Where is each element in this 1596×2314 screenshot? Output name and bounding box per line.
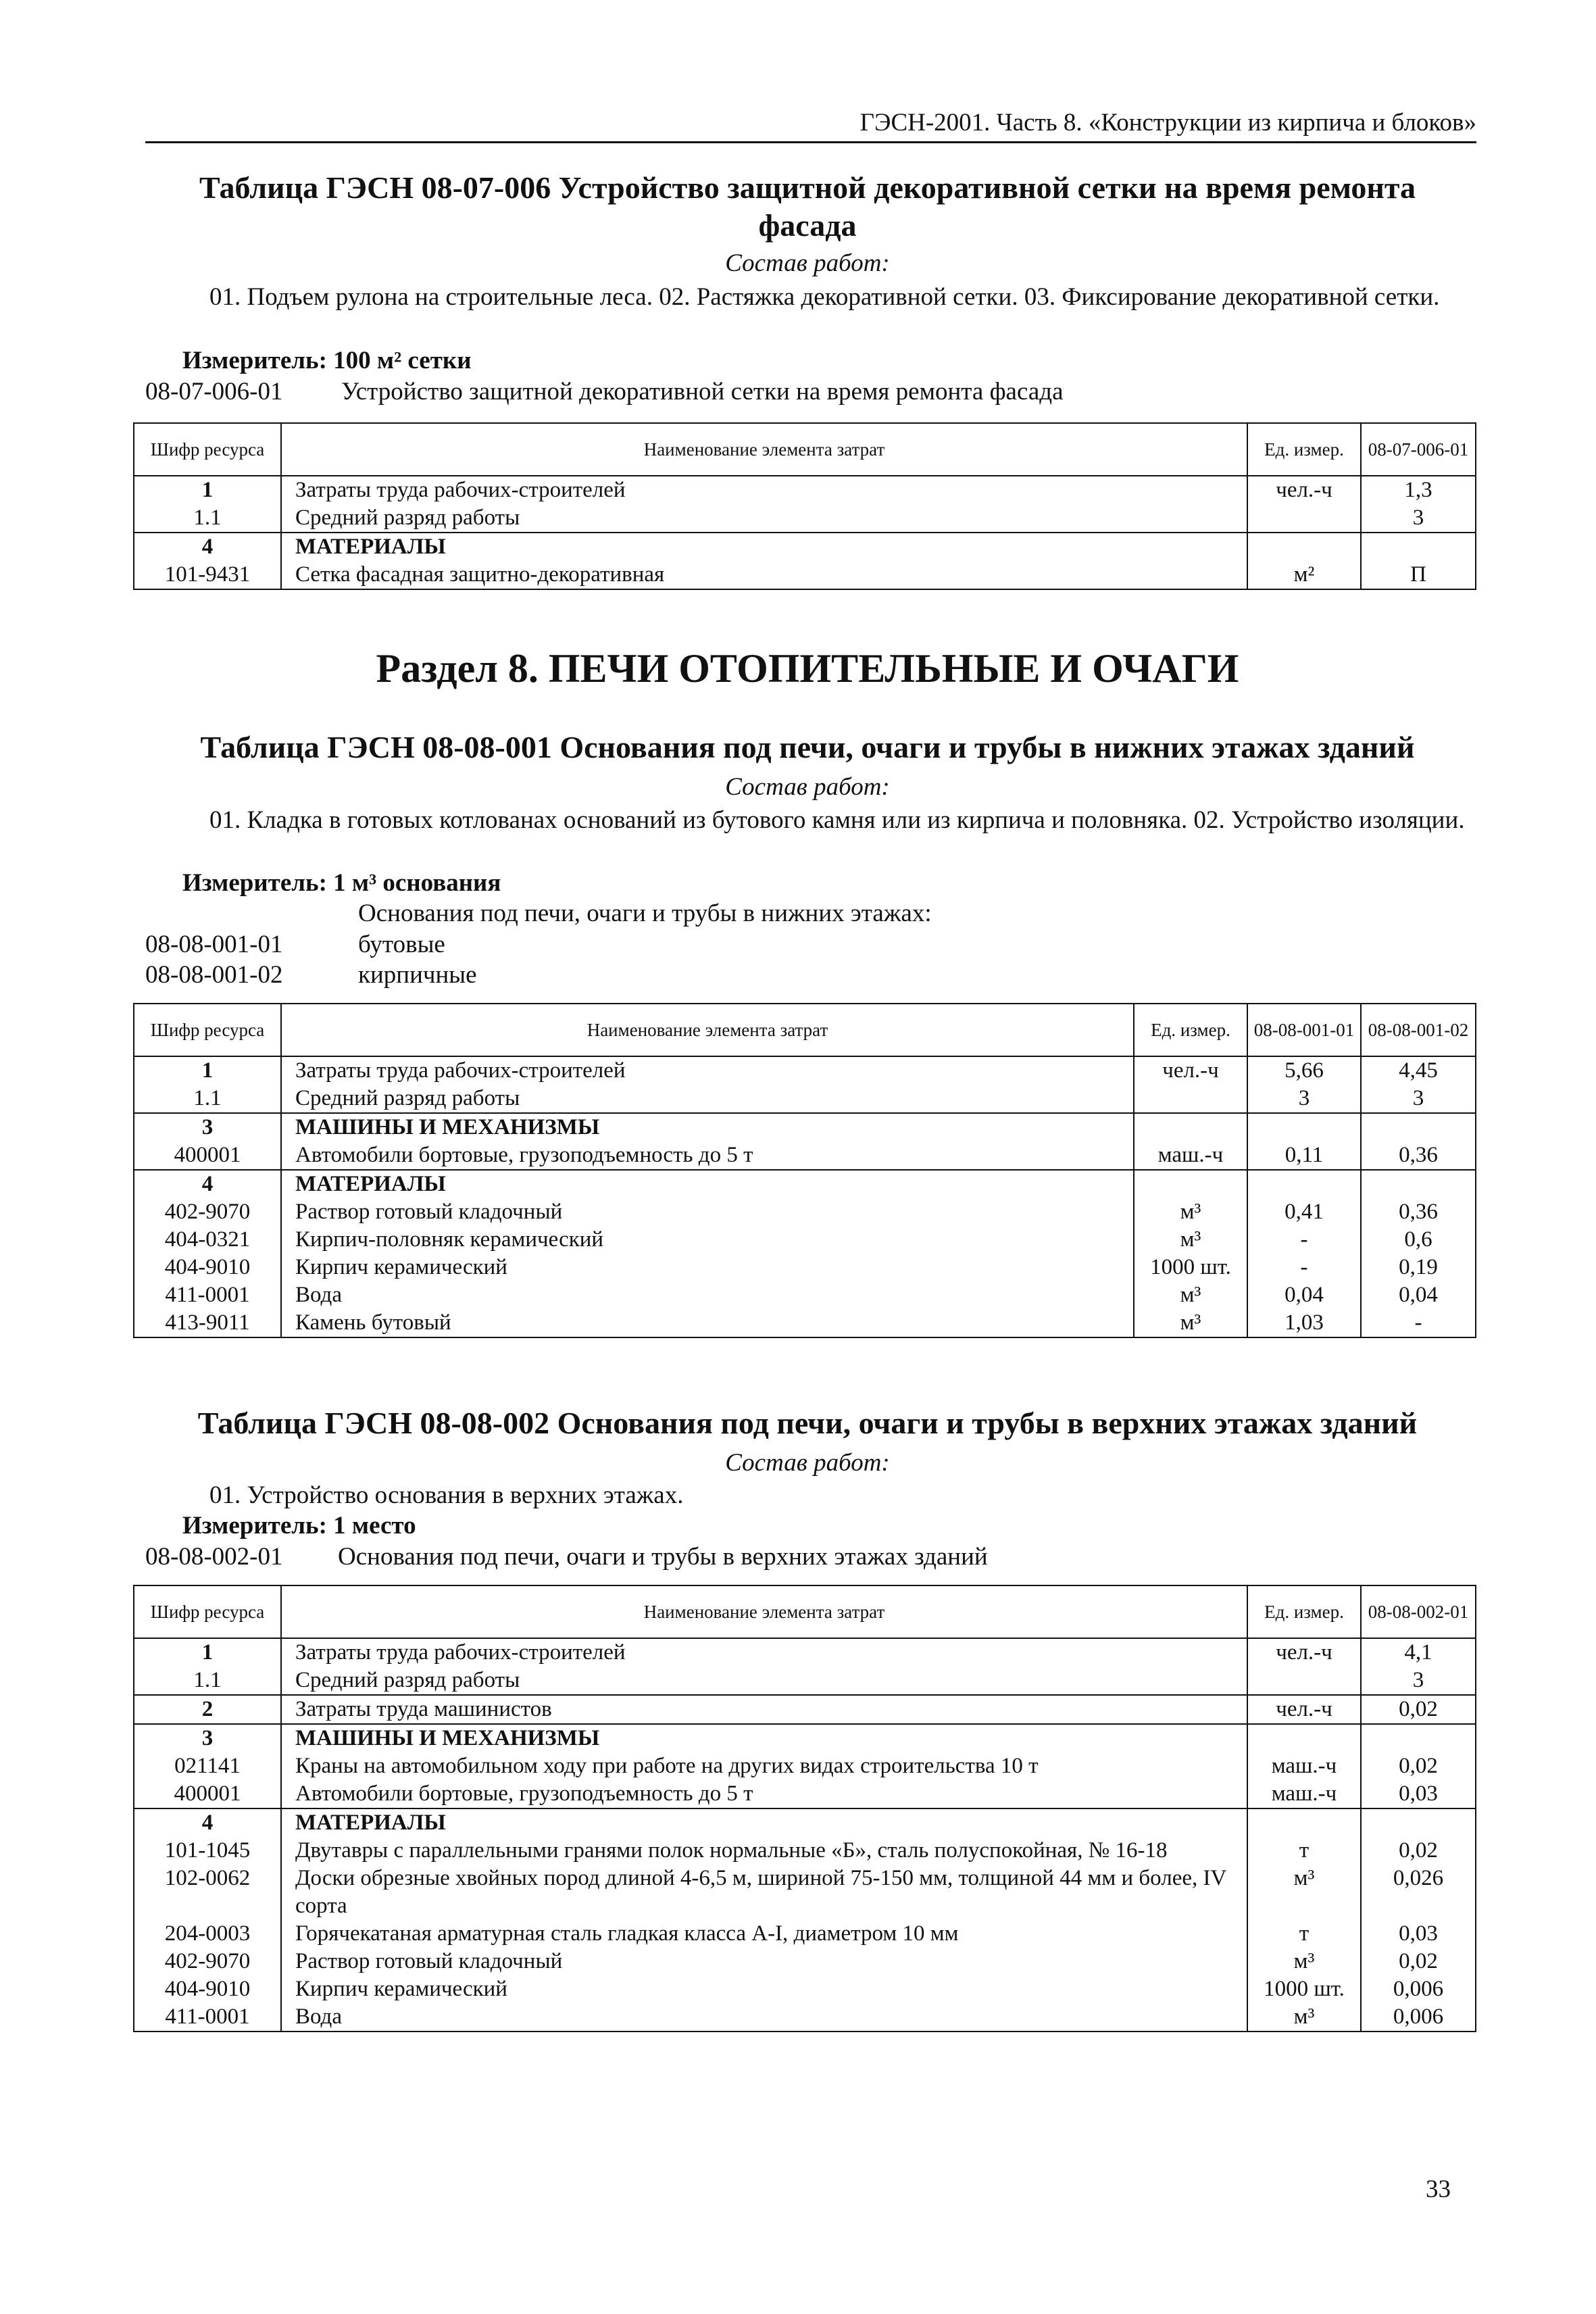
- resource-group-name: МАТЕРИАЛЫ: [281, 1808, 1247, 1837]
- resource-unit: 1000 шт.: [1134, 1254, 1247, 1281]
- col-header-norm: 08-07-006-01: [1361, 423, 1476, 476]
- table-title-08-07-006: Таблица ГЭСН 08-07-006 Устройство защитной декоративной сетки на время ремонта фасада: [199, 170, 1416, 243]
- work-composition-text: 01. Кладка в готовых котлованах оснований из бутового камня или из кирпича и половняка. 02. Устройство изоляции.: [209, 806, 1465, 834]
- resource-name: Кирпич керамический: [281, 1254, 1134, 1281]
- resource-unit: [1134, 1170, 1247, 1198]
- table-row: [134, 1141, 1476, 1170]
- resource-table-08-07-006: [133, 422, 1476, 590]
- col-header-unit: Ед. измер.: [1247, 423, 1361, 476]
- resource-group-name: МАШИНЫ И МЕХАНИЗМЫ: [281, 1724, 1247, 1752]
- resource-name: Средний разряд работы: [281, 1085, 1134, 1113]
- running-header: ГЭСН-2001. Часть 8. «Конструкции из кирпича и блоков»: [145, 108, 1476, 143]
- resource-unit: м²: [1247, 561, 1361, 589]
- table-row: [134, 1198, 1476, 1226]
- resource-unit: м³: [1134, 1226, 1247, 1254]
- work-composition-text: 01. Устройство основания в верхних этажах.: [209, 1481, 684, 1509]
- resource-group-name: МАШИНЫ И МЕХАНИЗМЫ: [281, 1113, 1134, 1141]
- resource-value: 1,03: [1247, 1309, 1361, 1337]
- resource-code: 411-0001: [134, 1281, 281, 1309]
- resource-value: П: [1361, 561, 1476, 589]
- resource-name: Горячекатаная арматурная сталь гладкая класса А-I, диаметром 10 мм: [281, 1920, 1247, 1948]
- resource-value: 0,11: [1247, 1141, 1361, 1170]
- resource-value: 0,006: [1361, 2003, 1476, 2032]
- resource-value: 0,006: [1361, 1975, 1476, 2003]
- resource-value: [1361, 1724, 1476, 1752]
- resource-value: 3: [1361, 1667, 1476, 1695]
- table-row: [134, 1975, 1476, 2003]
- resource-value: [1247, 1170, 1361, 1198]
- resource-name: Средний разряд работы: [281, 1667, 1247, 1695]
- section-title: Раздел 8. ПЕЧИ ОТОПИТЕЛЬНЫЕ И ОЧАГИ: [376, 646, 1239, 691]
- resource-unit: маш.-ч: [1247, 1752, 1361, 1780]
- norm-name: Устройство защитной декоративной сетки на время ремонта фасада: [341, 378, 1064, 405]
- resource-value: 1,3: [1361, 476, 1476, 504]
- resource-code: 404-9010: [134, 1975, 281, 2003]
- resource-code: 1: [134, 1638, 281, 1667]
- measure-unit: Измеритель: 1 м³ основания: [182, 869, 501, 897]
- table-row: [134, 1865, 1476, 1920]
- resource-name: Затраты труда рабочих-строителей: [281, 1056, 1134, 1085]
- resource-value: 4,45: [1361, 1056, 1476, 1085]
- resource-value: [1361, 1808, 1476, 1837]
- resource-value: 0,19: [1361, 1254, 1476, 1281]
- table-row: [134, 561, 1476, 589]
- resource-code: 4: [134, 1808, 281, 1837]
- resource-value: -: [1247, 1254, 1361, 1281]
- resource-value: [1361, 1170, 1476, 1198]
- resource-code: 1: [134, 1056, 281, 1085]
- norm-name: кирпичные: [358, 961, 477, 989]
- resource-unit: м³: [1134, 1281, 1247, 1309]
- resource-name: Средний разряд работы: [281, 504, 1247, 533]
- resource-code: 400001: [134, 1141, 281, 1170]
- norm-name: Основания под печи, очаги и трубы в верхних этажах зданий: [338, 1543, 988, 1571]
- resource-unit: маш.-ч: [1134, 1141, 1247, 1170]
- table-row: [134, 1752, 1476, 1780]
- resource-name: Камень бутовый: [281, 1309, 1134, 1337]
- resource-code: 402-9070: [134, 1198, 281, 1226]
- resource-unit: чел.-ч: [1247, 1695, 1361, 1724]
- col-header-unit: Ед. измер.: [1134, 1004, 1247, 1056]
- resource-name: Затраты труда машинистов: [281, 1695, 1247, 1724]
- col-header-name: Наименование элемента затрат: [281, 1585, 1247, 1638]
- table-row: [134, 1780, 1476, 1808]
- page-number: 33: [1426, 2175, 1451, 2203]
- resource-unit: [1134, 1113, 1247, 1141]
- resource-unit: т: [1247, 1837, 1361, 1865]
- resource-unit: м³: [1247, 1865, 1361, 1920]
- resource-name: Кирпич-половняк керамический: [281, 1226, 1134, 1254]
- work-composition-label: Состав работ:: [725, 773, 890, 801]
- resource-unit: [1134, 1085, 1247, 1113]
- resource-code: 404-0321: [134, 1226, 281, 1254]
- col-header-norm: 08-08-002-01: [1361, 1585, 1476, 1638]
- table-row: [134, 1309, 1476, 1337]
- table-title-08-08-002: Таблица ГЭСН 08-08-002 Основания под печи, очаги и трубы в верхних этажах зданий: [197, 1406, 1418, 1440]
- resource-value: 0,026: [1361, 1865, 1476, 1920]
- resource-code: 4: [134, 533, 281, 561]
- table-row: [134, 1170, 1476, 1198]
- norm-group-subtitle: Основания под печи, очаги и трубы в нижних этажах:: [358, 900, 932, 927]
- resource-value: [1247, 1113, 1361, 1141]
- resource-code: 404-9010: [134, 1254, 281, 1281]
- resource-value: 0,02: [1361, 1752, 1476, 1780]
- table-row: [134, 1281, 1476, 1309]
- work-composition-label: Состав работ:: [725, 1449, 890, 1477]
- table-title-08-08-001: Таблица ГЭСН 08-08-001 Основания под печи, очаги и трубы в нижних этажах зданий: [200, 730, 1415, 764]
- col-header-norm-2: 08-08-001-02: [1361, 1004, 1476, 1056]
- resource-name: Затраты труда рабочих-строителей: [281, 1638, 1247, 1667]
- resource-code: 204-0003: [134, 1920, 281, 1948]
- table-row: [134, 1085, 1476, 1113]
- work-composition-label: Состав работ:: [725, 249, 890, 277]
- resource-unit: м³: [1134, 1309, 1247, 1337]
- norm-item-line: [145, 930, 445, 959]
- norm-code: 08-07-006-01: [145, 378, 283, 405]
- resource-name: Вода: [281, 1281, 1134, 1309]
- resource-table-08-08-001: [133, 1003, 1476, 1338]
- resource-value: 4,1: [1361, 1638, 1476, 1667]
- col-header-name: Наименование элемента затрат: [281, 1004, 1134, 1056]
- col-header-name: Наименование элемента затрат: [281, 423, 1247, 476]
- resource-unit: м³: [1134, 1198, 1247, 1226]
- resource-name: Кирпич керамический: [281, 1975, 1247, 2003]
- resource-unit: м³: [1247, 1948, 1361, 1975]
- col-header-norm-1: 08-08-001-01: [1247, 1004, 1361, 1056]
- resource-group-name: МАТЕРИАЛЫ: [281, 533, 1247, 561]
- resource-value: 3: [1361, 1085, 1476, 1113]
- resource-unit: [1247, 1808, 1361, 1837]
- table-row: [134, 1056, 1476, 1085]
- resource-code: 1.1: [134, 1667, 281, 1695]
- resource-value: 3: [1247, 1085, 1361, 1113]
- table-row: [134, 1920, 1476, 1948]
- resource-code: 413-9011: [134, 1309, 281, 1337]
- resource-value: 0,6: [1361, 1226, 1476, 1254]
- resource-value: 0,02: [1361, 1948, 1476, 1975]
- resource-unit: [1247, 1724, 1361, 1752]
- table-row: [134, 1695, 1476, 1724]
- resource-code: 3: [134, 1113, 281, 1141]
- resource-unit: [1247, 504, 1361, 533]
- col-header-code: Шифр ресурса: [134, 423, 281, 476]
- table-row: [134, 1113, 1476, 1141]
- resource-unit: чел.-ч: [1247, 476, 1361, 504]
- resource-value: 3: [1361, 504, 1476, 533]
- resource-unit: м³: [1247, 2003, 1361, 2032]
- resource-name: Автомобили бортовые, грузоподъемность до 5 т: [281, 1141, 1134, 1170]
- table-row: [134, 1948, 1476, 1975]
- resource-code: 1.1: [134, 1085, 281, 1113]
- norm-item-line: [145, 377, 1064, 406]
- resource-group-name: МАТЕРИАЛЫ: [281, 1170, 1134, 1198]
- norm-code: 08-08-001-01: [145, 931, 283, 958]
- resource-value: 0,04: [1361, 1281, 1476, 1309]
- col-header-code: Шифр ресурса: [134, 1585, 281, 1638]
- norm-code: 08-08-001-02: [145, 961, 283, 989]
- resource-code: 1.1: [134, 504, 281, 533]
- table-row: [134, 533, 1476, 561]
- resource-table-08-08-002: [133, 1585, 1476, 2032]
- resource-code: 101-1045: [134, 1837, 281, 1865]
- work-composition-text: 01. Подъем рулона на строительные леса. 02. Растяжка декоративной сетки. 03. Фиксирование декоративной сетки.: [209, 283, 1440, 311]
- resource-value: 0,04: [1247, 1281, 1361, 1309]
- table-row: [134, 2003, 1476, 2032]
- measure-unit: Измеритель: 100 м² сетки: [182, 347, 472, 374]
- resource-code: 101-9431: [134, 561, 281, 589]
- resource-value: 0,03: [1361, 1780, 1476, 1808]
- resource-code: 102-0062: [134, 1865, 281, 1920]
- resource-name: Сетка фасадная защитно-декоративная: [281, 561, 1247, 589]
- norm-item-line: [145, 1542, 988, 1571]
- resource-code: 2: [134, 1695, 281, 1724]
- resource-value: 5,66: [1247, 1056, 1361, 1085]
- resource-value: 0,03: [1361, 1920, 1476, 1948]
- resource-code: 4: [134, 1170, 281, 1198]
- resource-value: 0,36: [1361, 1198, 1476, 1226]
- resource-code: 402-9070: [134, 1948, 281, 1975]
- col-header-code: Шифр ресурса: [134, 1004, 281, 1056]
- resource-name: Раствор готовый кладочный: [281, 1948, 1247, 1975]
- norm-item-line: [145, 960, 477, 989]
- resource-value: [1361, 533, 1476, 561]
- resource-value: 0,41: [1247, 1198, 1361, 1226]
- table-row: [134, 476, 1476, 504]
- resource-value: -: [1361, 1309, 1476, 1337]
- col-header-unit: Ед. измер.: [1247, 1585, 1361, 1638]
- resource-code: 400001: [134, 1780, 281, 1808]
- resource-name: Двутавры с параллельными гранями полок нормальные «Б», сталь полуспокойная, № 16-18: [281, 1837, 1247, 1865]
- resource-unit: [1247, 1667, 1361, 1695]
- table-row: [134, 1226, 1476, 1254]
- resource-name: Автомобили бортовые, грузоподъемность до 5 т: [281, 1780, 1247, 1808]
- resource-unit: чел.-ч: [1247, 1638, 1361, 1667]
- resource-unit: маш.-ч: [1247, 1780, 1361, 1808]
- table-row: [134, 504, 1476, 533]
- resource-code: 1: [134, 476, 281, 504]
- table-row: [134, 1724, 1476, 1752]
- resource-value: 0,02: [1361, 1837, 1476, 1865]
- norm-code: 08-08-002-01: [145, 1543, 283, 1571]
- table-row: [134, 1837, 1476, 1865]
- resource-value: 0,36: [1361, 1141, 1476, 1170]
- table-row: [134, 1638, 1476, 1667]
- norm-name: бутовые: [358, 931, 445, 958]
- table-row: [134, 1667, 1476, 1695]
- resource-unit: т: [1247, 1920, 1361, 1948]
- resource-value: [1361, 1113, 1476, 1141]
- measure-unit: Измеритель: 1 место: [182, 1512, 416, 1540]
- resource-code: 3: [134, 1724, 281, 1752]
- resource-unit: чел.-ч: [1134, 1056, 1247, 1085]
- resource-code: 021141: [134, 1752, 281, 1780]
- resource-name: Раствор готовый кладочный: [281, 1198, 1134, 1226]
- resource-value: 0,02: [1361, 1695, 1476, 1724]
- resource-name: Затраты труда рабочих-строителей: [281, 476, 1247, 504]
- resource-unit: [1247, 533, 1361, 561]
- resource-name: Вода: [281, 2003, 1247, 2032]
- resource-value: -: [1247, 1226, 1361, 1254]
- table-row: [134, 1808, 1476, 1837]
- resource-code: 411-0001: [134, 2003, 281, 2032]
- resource-unit: 1000 шт.: [1247, 1975, 1361, 2003]
- table-row: [134, 1254, 1476, 1281]
- resource-name: Доски обрезные хвойных пород длиной 4-6,5 м, шириной 75-150 мм, толщиной 44 мм и более, IV сорта: [281, 1865, 1247, 1920]
- resource-name: Краны на автомобильном ходу при работе на других видах строительства 10 т: [281, 1752, 1247, 1780]
